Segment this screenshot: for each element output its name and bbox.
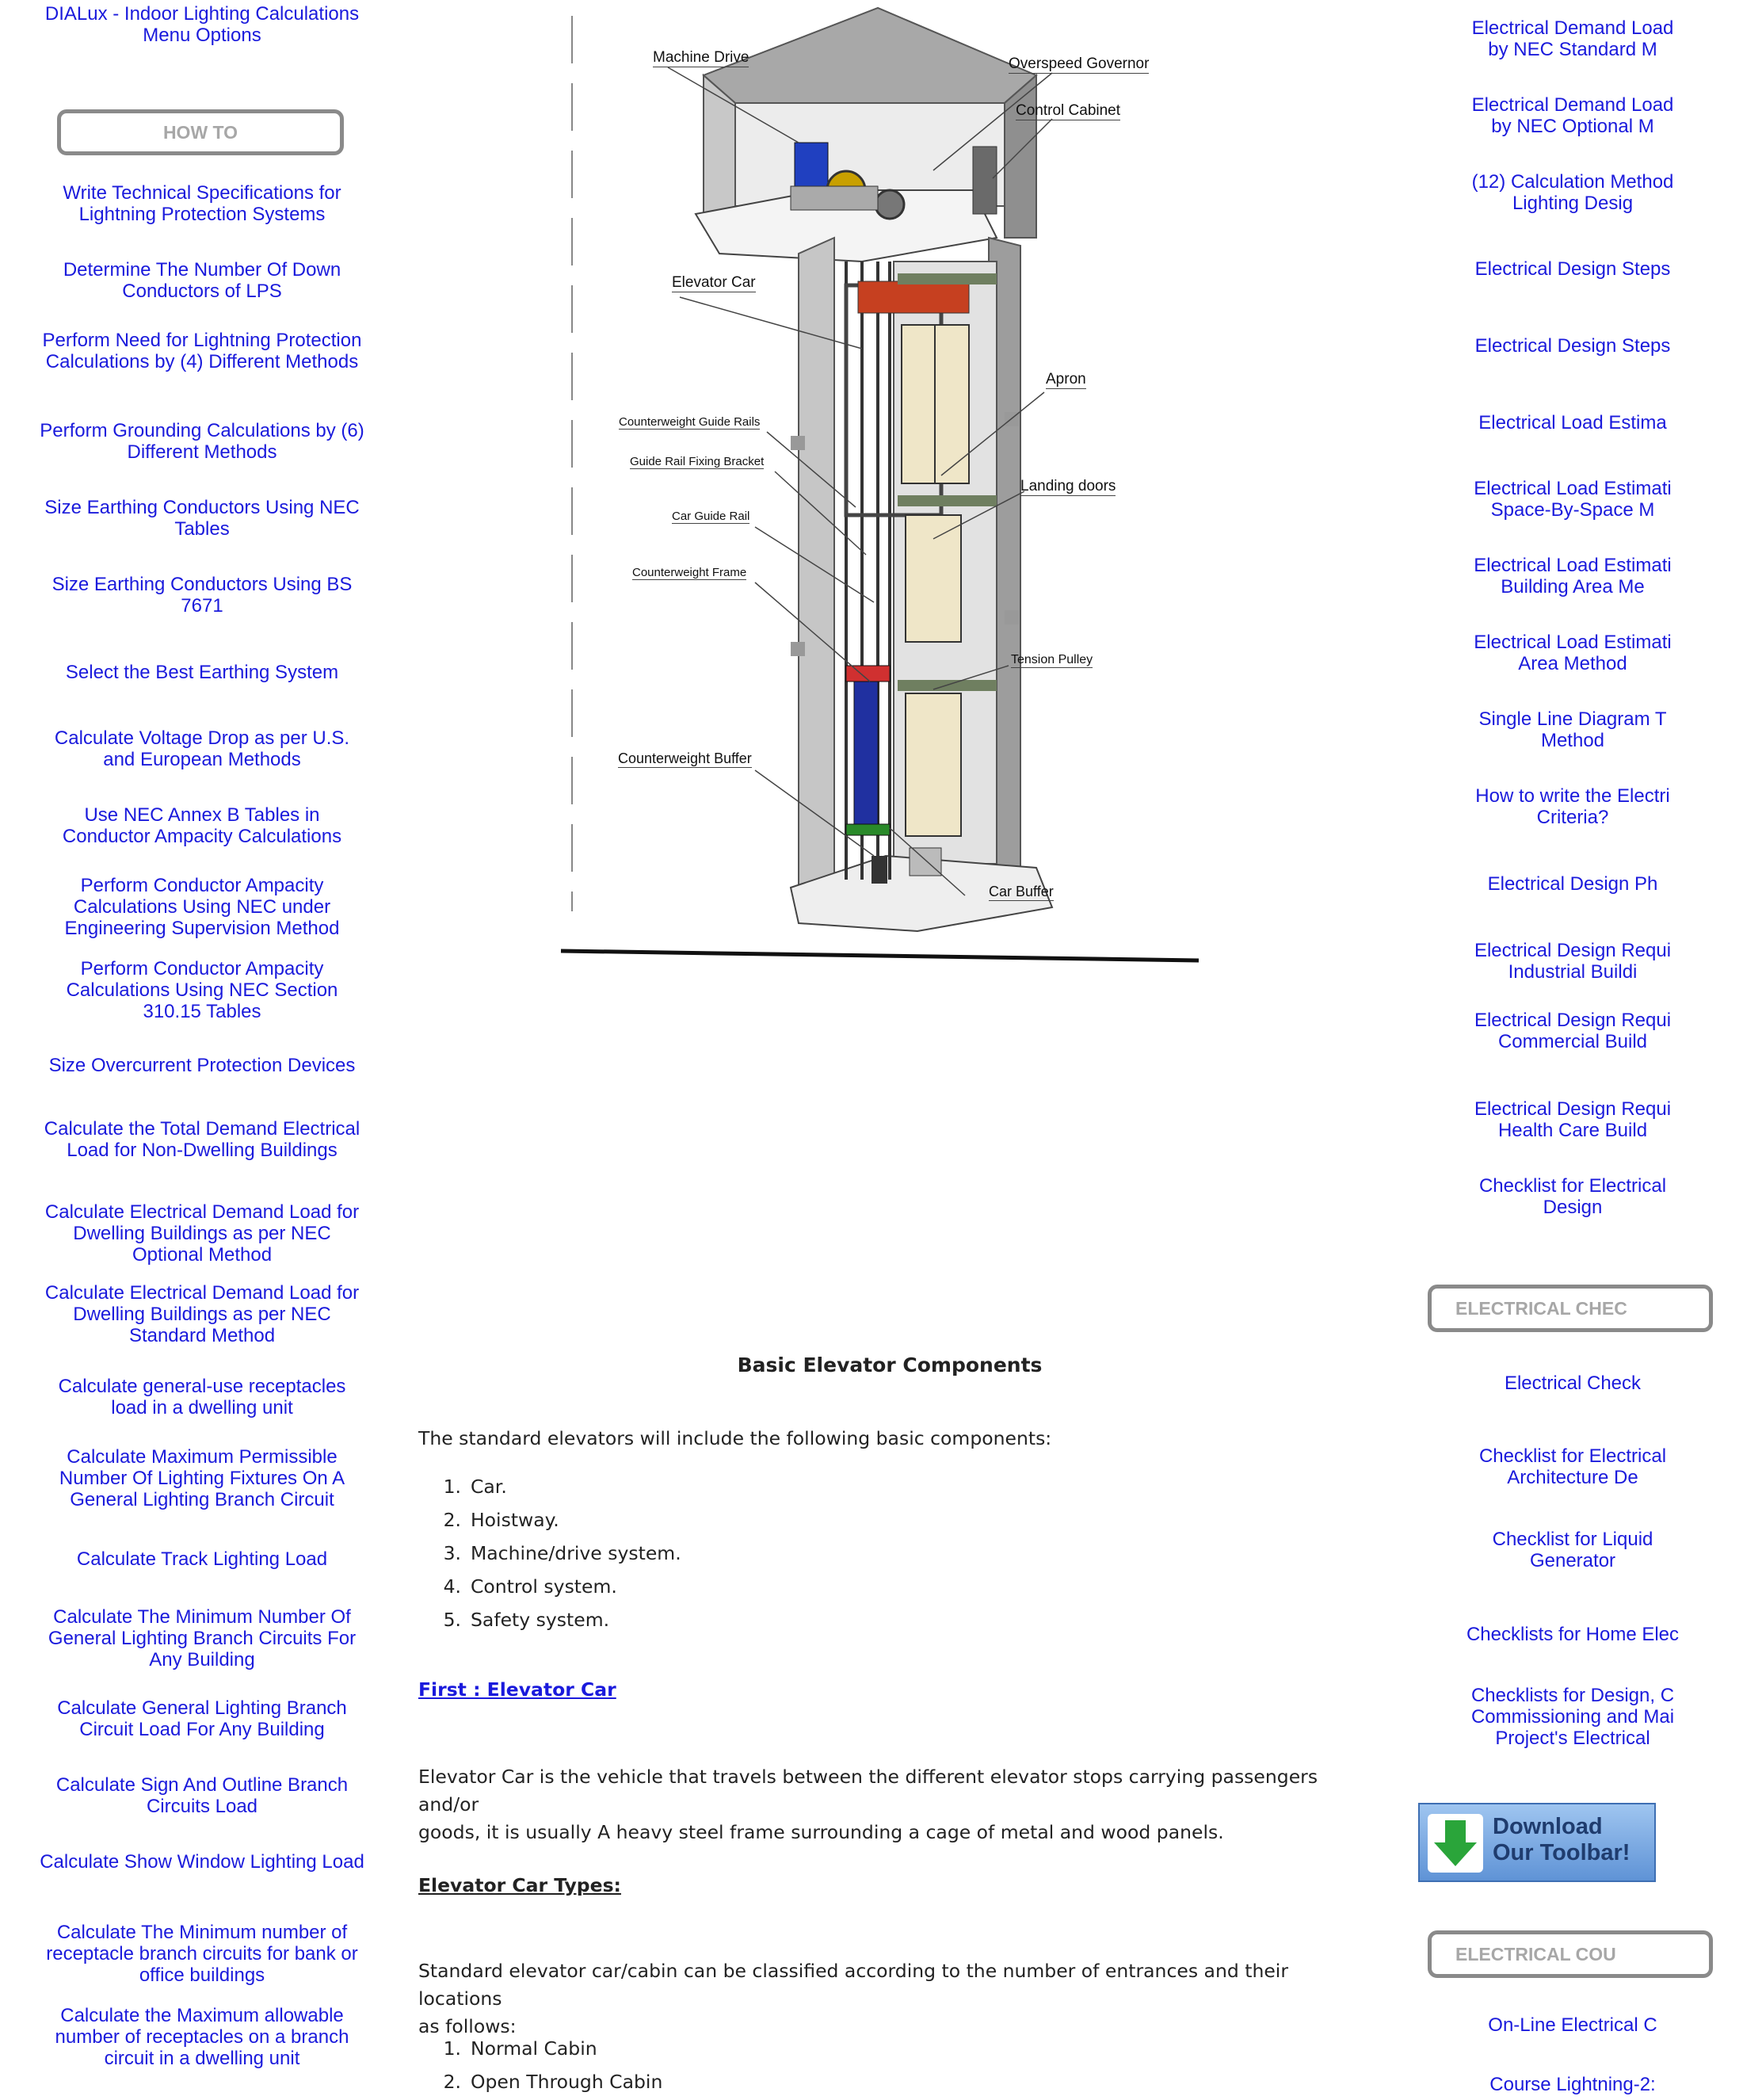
design-link[interactable]: Electrical Load Estimati Building Area Me <box>1474 555 1672 598</box>
label-overspeed-governor: Overspeed Governor <box>1009 55 1150 72</box>
car-types-line-2: as follows: <box>418 2015 517 2037</box>
course-link[interactable]: Course Lightning-2: <box>1489 2074 1656 2095</box>
howto-link[interactable]: Calculate The Minimum Number Of General Lighting Branch Circuits For Any Building <box>48 1606 357 1670</box>
car-types-heading: Elevator Car Types: <box>418 1874 621 1896</box>
design-link[interactable]: Electrical Load Estimati Area Method <box>1474 632 1672 674</box>
design-link[interactable]: Electrical Design Steps <box>1474 335 1671 357</box>
section-heading: Basic Elevator Components <box>737 1354 1043 1376</box>
cabin-types-list <box>418 2032 662 2098</box>
design-link[interactable]: Electrical Design Steps <box>1474 258 1671 280</box>
checklists-section-title: ELECTRICAL CHEC <box>1428 1285 1713 1332</box>
design-link[interactable]: Checklist for Electrical Design <box>1478 1175 1667 1218</box>
checklist-link[interactable]: Checklist for Liquid Generator <box>1492 1529 1653 1571</box>
list-item: 1. Normal Cabin <box>443 2037 597 2060</box>
howto-link[interactable]: Write Technical Specifications for Lightning Protection Systems <box>63 182 341 225</box>
label-elevator-car: Elevator Car <box>672 274 756 291</box>
design-link[interactable]: Electrical Demand Load by NEC Standard M <box>1471 17 1674 60</box>
howto-link[interactable]: Use NEC Annex B Tables in Conductor Ampacity Calculations <box>62 804 342 847</box>
howto-link[interactable]: Calculate Maximum Permissible Number Of Lighting Fixtures On A General Lighting Branch Circuit <box>59 1446 345 1510</box>
howto-link[interactable]: Size Earthing Conductors Using NEC Tables <box>44 497 360 540</box>
list-item: 4. Control system. <box>443 1575 617 1598</box>
design-link[interactable]: Electrical Design Requi Commercial Build <box>1474 1010 1672 1052</box>
howto-link[interactable]: Perform Conductor Ampacity Calculations Using NEC Section 310.15 Tables <box>66 958 338 1022</box>
label-apron: Apron <box>1046 371 1086 388</box>
download-toolbar-button[interactable] <box>1418 1803 1656 1882</box>
dialux-link[interactable]: DIALux - Indoor Lighting Calculations Menu Options <box>44 3 360 46</box>
checklist-link[interactable]: Checklist for Electrical Architecture De <box>1478 1445 1667 1488</box>
course-link[interactable]: On-Line Electrical C <box>1488 2014 1657 2036</box>
intro-text: The standard elevators will include the following basic components: <box>418 1427 1052 1449</box>
label-car-buffer: Car Buffer <box>989 884 1054 899</box>
howto-link[interactable]: Select the Best Earthing System <box>65 662 339 683</box>
car-description-line-1: Elevator Car is the vehicle that travels between the different elevator stops carrying passengers and/or <box>418 1766 1318 1816</box>
howto-link[interactable]: Calculate the Maximum allowable number of receptacles on a branch circuit in a dwelling unit <box>55 2005 349 2069</box>
howto-link[interactable]: Perform Need for Lightning Protection Calculations by (4) Different Methods <box>42 330 362 372</box>
howto-link[interactable]: Calculate Electrical Demand Load for Dwelling Buildings as per NEC Optional Method <box>44 1201 360 1266</box>
list-item: 2. Open Through Cabin <box>443 2071 663 2093</box>
design-link[interactable]: Electrical Design Requi Industrial Buildi <box>1474 940 1672 983</box>
howto-link[interactable]: Calculate general-use receptacles load in a dwelling unit <box>58 1376 346 1418</box>
checklist-link[interactable]: Electrical Check <box>1504 1373 1642 1394</box>
howto-link[interactable]: Calculate Voltage Drop as per U.S. and European Methods <box>54 727 350 770</box>
car-types-intro <box>418 1957 1353 2041</box>
howto-link[interactable]: Calculate Electrical Demand Load for Dwelling Buildings as per NEC Standard Method <box>44 1282 360 1346</box>
howto-link[interactable]: Calculate General Lighting Branch Circuit Load For Any Building <box>57 1697 347 1740</box>
components-list <box>418 1470 681 1636</box>
howto-link[interactable]: Calculate the Total Demand Electrical Load for Non-Dwelling Buildings <box>44 1118 360 1161</box>
label-control-cabinet: Control Cabinet <box>1016 102 1121 119</box>
label-landing-doors: Landing doors <box>1020 478 1116 494</box>
list-item: 2. Hoistway. <box>443 1509 559 1531</box>
label-counterweight-frame: Counterweight Frame <box>632 566 747 579</box>
howto-link[interactable]: Determine The Number Of Down Conductors of LPS <box>63 259 341 302</box>
car-description <box>418 1763 1353 1846</box>
main-content <box>418 0 1353 2100</box>
howto-link[interactable]: Size Earthing Conductors Using BS 7671 <box>51 574 353 617</box>
car-types-line-1: Standard elevator car/cabin can be classified according to the number of entrances and their locations <box>418 1960 1288 2010</box>
design-link[interactable]: Electrical Demand Load by NEC Optional M <box>1471 94 1674 137</box>
howto-link[interactable]: Perform Grounding Calculations by (6) Different Methods <box>40 420 364 463</box>
checklist-link[interactable]: Checklists for Home Elec <box>1466 1624 1680 1645</box>
elevator-diagram <box>561 0 1211 963</box>
label-car-guide-rail: Car Guide Rail <box>672 510 750 523</box>
label-counterweight-buffer: Counterweight Buffer <box>618 750 752 766</box>
label-guide-rail-bracket: Guide Rail Fixing Bracket <box>630 455 765 468</box>
howto-link[interactable]: Perform Conductor Ampacity Calculations Using NEC under Engineering Supervision Method <box>64 875 340 939</box>
design-link[interactable]: Electrical Design Ph <box>1487 873 1658 895</box>
howto-section-title: HOW TO <box>57 109 344 155</box>
right-sidebar <box>1402 0 1680 2100</box>
howto-link[interactable]: Calculate Track Lighting Load <box>76 1548 328 1570</box>
checklist-link[interactable]: Checklists for Design, C Commissioning and Mai Project's Electrical <box>1470 1685 1675 1749</box>
howto-link[interactable]: Size Overcurrent Protection Devices <box>48 1055 356 1076</box>
design-link[interactable]: (12) Calculation Method Lighting Desig <box>1471 171 1674 214</box>
design-link[interactable]: Single Line Diagram T Method <box>1478 708 1667 751</box>
label-counterweight-guide-rails: Counterweight Guide Rails <box>619 415 761 429</box>
howto-link[interactable]: Calculate Show Window Lighting Load <box>40 1851 364 1873</box>
list-item: 3. Machine/drive system. <box>443 1542 681 1564</box>
list-item: 1. Car. <box>443 1476 507 1498</box>
label-tension-pulley: Tension Pulley <box>1011 653 1093 666</box>
design-link[interactable]: How to write the Electri Criteria? <box>1475 785 1670 828</box>
toolbar-ad-text: Download Our Toolbar! <box>1493 1814 1630 1865</box>
elevator-car-section-link[interactable]: First : Elevator Car <box>418 1678 616 1701</box>
list-item: 5. Safety system. <box>443 1609 610 1631</box>
design-link[interactable]: Electrical Load Estimati Space-By-Space M <box>1474 478 1672 521</box>
label-machine-drive: Machine Drive <box>653 49 749 66</box>
design-link[interactable]: Electrical Design Requi Health Care Build <box>1474 1098 1672 1141</box>
car-description-line-2: goods, it is usually A heavy steel frame surrounding a cage of metal and wood panels. <box>418 1821 1224 1843</box>
design-link[interactable]: Electrical Load Estima <box>1478 412 1667 433</box>
download-arrow-icon <box>1428 1814 1483 1873</box>
howto-link[interactable]: Calculate The Minimum number of receptacle branch circuits for bank or office buildings <box>46 1922 358 1986</box>
left-sidebar <box>0 0 404 2100</box>
howto-link[interactable]: Calculate Sign And Outline Branch Circuits Load <box>55 1774 349 1817</box>
courses-section-title: ELECTRICAL COU <box>1428 1930 1713 1978</box>
